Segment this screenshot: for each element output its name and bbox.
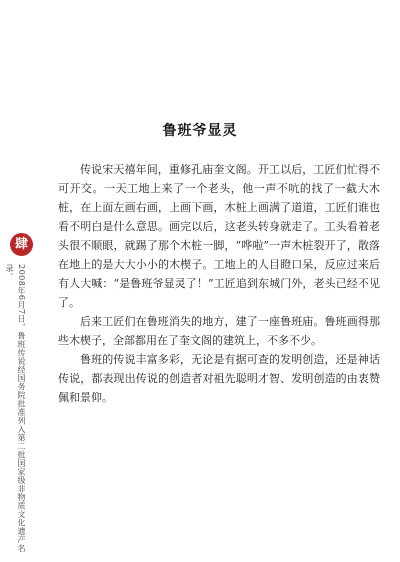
paragraph: 鲁班的传说丰富多彩，无论是有据可查的发明创造，还是神话传说，都表现出传说的创造者对祖先聪明才智、发明创造的由衷赞佩和景仰。 [58, 353, 380, 404]
chapter-marker-badge: 肆 [10, 233, 33, 256]
paragraph: 传说宋天禧年间，重修孔庙奎文阁。开工以后，工匠们忙得不可开交。一天工地上来了一个老头，他一声不吭的找了一截大木桩，在上面左画右画，上画下画，木桩上画满了道道，工匠们谁也看不明白是什么意思。画完以后，这老头转身就走了。工头看着老头很不顺眼，就踢了那个木桩一脚，“哗啦”一声木桩裂开了，散落在地上的是大大小小的木楔子。工地上的人目瞪口呆，反应过来后有人大喊：“是鲁班爷显灵了！”工匠追到东城门外，老头已经不见了。 [58, 163, 380, 309]
body-text [58, 160, 380, 407]
side-caption: 2008年6月7日，鲁班传说经国务院批准列入第二批国家级非物质文化遗产名录。 [5, 264, 26, 553]
page-title: 鲁班爷显灵 [162, 123, 238, 139]
paragraph: 后来工匠们在鲁班消失的地方，建了一座鲁班庙。鲁班画得那些木楔子，全部都用在了奎文阁的建筑上，不多不少。 [58, 315, 380, 347]
